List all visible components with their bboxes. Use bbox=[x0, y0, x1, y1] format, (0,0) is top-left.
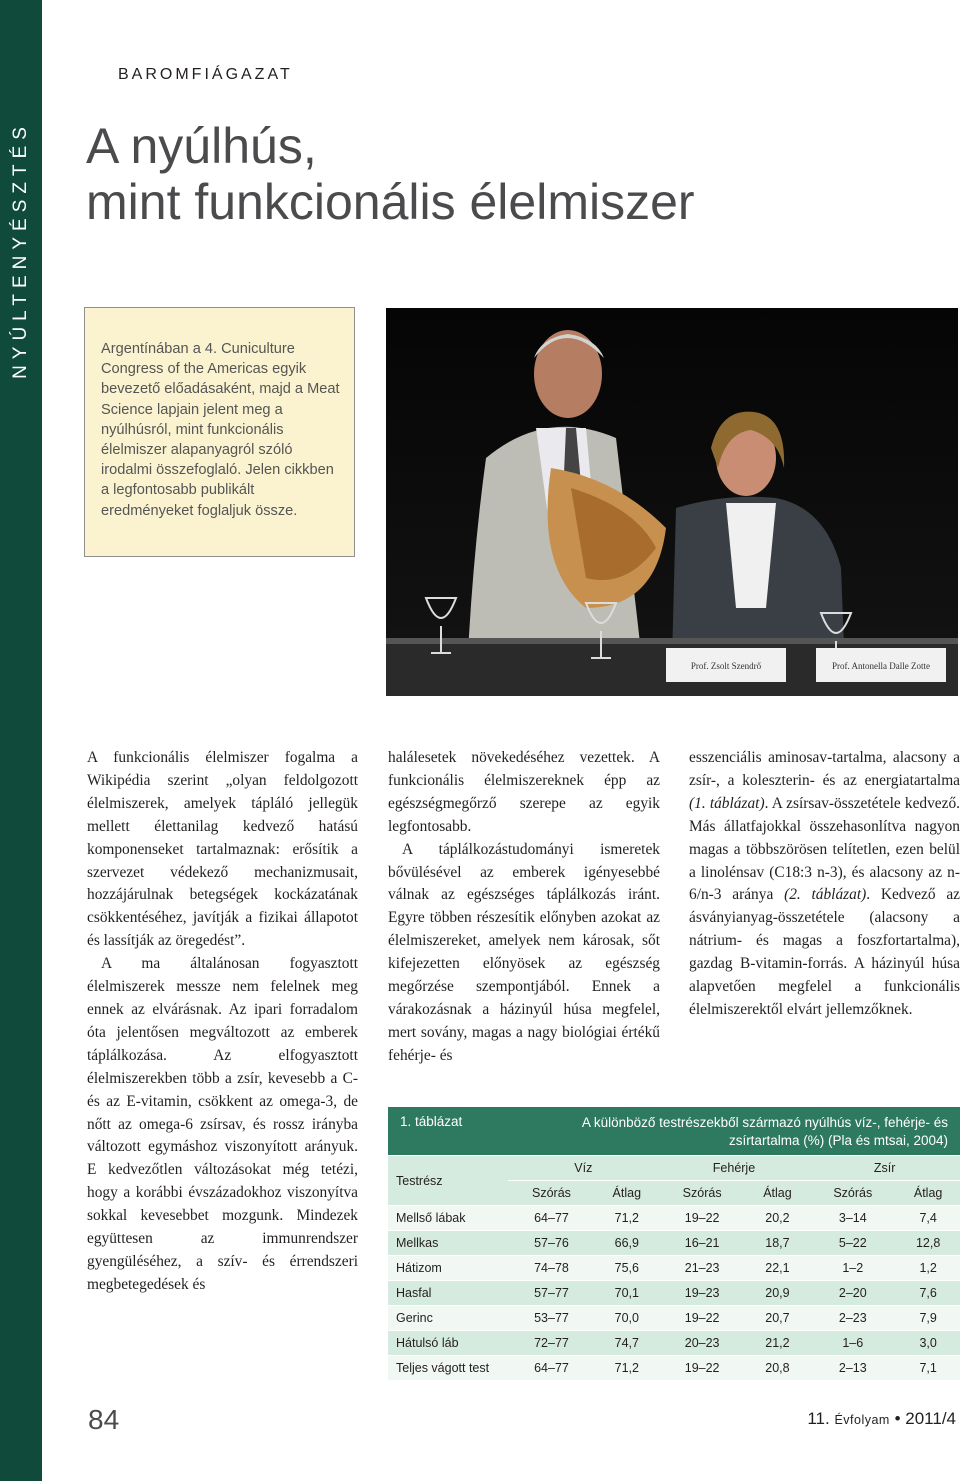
conference-photo bbox=[386, 308, 958, 696]
issue-footer bbox=[807, 1409, 956, 1429]
lead-text: Argentínában a 4. Cuniculture Congress of the Americas egyik bevezető előadásaként, majd a Meat Science lapjain jelent meg a nyúlhúsról, mint funkcionális élelmiszer alapanyagról szóló irodalmi összefoglaló. Jelen cikkben a legfontosabb publikált eredményeket foglaljuk össze. bbox=[101, 341, 340, 519]
table-subheader: Átlag bbox=[896, 1181, 960, 1206]
table-cell: 64–77 bbox=[508, 1356, 595, 1381]
table-label: 1. táblázat bbox=[400, 1114, 463, 1129]
table-reference: (1. táblázat) bbox=[689, 794, 765, 812]
body-column-1 bbox=[87, 747, 358, 1297]
sidebar-label: NYÚLTENYÉSZTÉS bbox=[10, 121, 31, 379]
table-row bbox=[388, 1231, 960, 1256]
table-group-header: Víz bbox=[508, 1156, 659, 1181]
issue-number: 2011/4 bbox=[905, 1409, 956, 1428]
table-cell: 19–22 bbox=[659, 1356, 746, 1381]
table-cell: 1–2 bbox=[809, 1256, 896, 1281]
table-cell: 57–76 bbox=[508, 1231, 595, 1256]
table-grid bbox=[388, 1155, 960, 1380]
table-subheader: Szórás bbox=[809, 1181, 896, 1206]
table-row-label: Teljes vágott test bbox=[388, 1356, 508, 1381]
table-cell: 72–77 bbox=[508, 1331, 595, 1356]
table-cell: 2–20 bbox=[809, 1281, 896, 1306]
table-cell: 5–22 bbox=[809, 1231, 896, 1256]
table-cell: 20,2 bbox=[746, 1206, 810, 1231]
table-cell: 19–23 bbox=[659, 1281, 746, 1306]
lead-box bbox=[84, 307, 355, 557]
body-paragraph-continued: halálesetek növekedéséhez vezettek. A funkcionális élelmiszereknek épp az egészségmegőrző szerepe az egyik legfontosabb. bbox=[388, 749, 660, 835]
table-cell: 7,4 bbox=[896, 1206, 960, 1231]
table-row-label: Hasfal bbox=[388, 1281, 508, 1306]
table-cell: 7,6 bbox=[896, 1281, 960, 1306]
table-row-label: Mellső lábak bbox=[388, 1206, 508, 1231]
section-label: BAROMFIÁGAZAT bbox=[118, 66, 293, 83]
table-cell: 53–77 bbox=[508, 1306, 595, 1331]
table-cell: 7,9 bbox=[896, 1306, 960, 1331]
table-cell: 1–6 bbox=[809, 1331, 896, 1356]
table-row bbox=[388, 1306, 960, 1331]
table-cell: 75,6 bbox=[595, 1256, 659, 1281]
table-cell: 3,0 bbox=[896, 1331, 960, 1356]
table-cell: 57–77 bbox=[508, 1281, 595, 1306]
title-line-1: A nyúlhús, bbox=[86, 118, 317, 174]
table-header-bar bbox=[388, 1107, 960, 1155]
body-paragraph: A ma általánosan fogyasztott élelmiszerek messze nem felelnek meg ennek az elvárásnak. Az ipari forradalom óta jelentősen megváltozott az emberek táplálkozása. Az elfogyasztott élelmiszerekben több a zsír, kevesebb a C- és az E-vitamin, csökkent az omega-3, de nőtt az omega-6 zsírsav, és rossz irányba változott egymáshoz viszonyított arányuk. E kedvezőtlen változásokat még tetézi, hogy a korábbi évszázadokhoz viszonyítva sokkal kevesebbet mozgunk. Mindezek együttesen az immunrendszer gyengüléséhez, a szív- és érrendszeri megbetegedések és bbox=[87, 955, 358, 1293]
placard-left-text: Prof. Zsolt Szendrő bbox=[690, 661, 762, 671]
title-line-2: mint funkcionális élelmiszer bbox=[86, 174, 695, 230]
table-cell: 16–21 bbox=[659, 1231, 746, 1256]
table-cell: 19–22 bbox=[659, 1306, 746, 1331]
table-row-label: Hátizom bbox=[388, 1256, 508, 1281]
table-row bbox=[388, 1256, 960, 1281]
table-row bbox=[388, 1356, 960, 1381]
table-cell: 20,9 bbox=[746, 1281, 810, 1306]
table-group-header: Fehérje bbox=[659, 1156, 810, 1181]
data-table bbox=[388, 1107, 960, 1380]
table-cell: 71,2 bbox=[595, 1206, 659, 1231]
table-cell: 74–78 bbox=[508, 1256, 595, 1281]
body-text: esszenciális aminosav-tartalma, alacsony a zsír-, a koleszterin- és az energiatartalma bbox=[689, 749, 960, 789]
table-body bbox=[388, 1206, 960, 1381]
table-row-header: Testrész bbox=[388, 1156, 508, 1206]
table-cell: 66,9 bbox=[595, 1231, 659, 1256]
table-cell: 1,2 bbox=[896, 1256, 960, 1281]
body-column-3 bbox=[689, 747, 960, 1022]
body-text: . Kedvező az ásványianyag-összetétele (alacsony a nátrium- és magas a foszfortartalma), gazdag B-vitamin-forrás. A házinyúl húsa alapvetően megfelel a funkcionális élelmiszerektől elvárt jellemzőknek. bbox=[689, 886, 960, 1018]
table-subheader: Átlag bbox=[746, 1181, 810, 1206]
table-row bbox=[388, 1206, 960, 1231]
table-cell: 21–23 bbox=[659, 1256, 746, 1281]
body-paragraph-continued bbox=[689, 747, 960, 1022]
footer-bullet: • bbox=[894, 1409, 901, 1428]
table-cell: 3–14 bbox=[809, 1206, 896, 1231]
table-cell: 2–13 bbox=[809, 1356, 896, 1381]
table-subheader: Átlag bbox=[595, 1181, 659, 1206]
table-cell: 18,7 bbox=[746, 1231, 810, 1256]
table-row-label: Hátulsó láb bbox=[388, 1331, 508, 1356]
table-cell: 64–77 bbox=[508, 1206, 595, 1231]
body-column-2 bbox=[388, 747, 660, 1068]
table-cell: 20–23 bbox=[659, 1331, 746, 1356]
table-cell: 70,1 bbox=[595, 1281, 659, 1306]
table-row bbox=[388, 1331, 960, 1356]
body-paragraph: A funkcionális élelmiszer fogalma a Wikipédia szerint „olyan feldolgozott élelmiszerek, amelyek tápláló jellegük mellett élettanilag kedvező hatású komponenseket tartalmaznak: erősítik a szervezet védekező mechanizmusait, hozzájárulnak betegségek kockázatának csökkentéséhez, javítják a fizikai állapotot és lassítják az öregedést”. bbox=[87, 749, 358, 950]
table-reference: (2. táblázat) bbox=[784, 886, 867, 904]
placard-right-text: Prof. Antonella Dalle Zotte bbox=[832, 661, 930, 671]
volume-word: Évfolyam bbox=[834, 1413, 890, 1427]
table-group-header: Zsír bbox=[809, 1156, 960, 1181]
article-title bbox=[86, 118, 806, 230]
table-cell: 7,1 bbox=[896, 1356, 960, 1381]
table-cell: 70,0 bbox=[595, 1306, 659, 1331]
page-number: 84 bbox=[88, 1404, 120, 1435]
table-subheader: Szórás bbox=[508, 1181, 595, 1206]
table-caption: A különböző testrészekből származó nyúlhús víz-, fehérje- és zsírtartalma (%) (Pla és mtsai, 2004) bbox=[581, 1115, 948, 1148]
table-cell: 2–23 bbox=[809, 1306, 896, 1331]
table-row-label: Gerinc bbox=[388, 1306, 508, 1331]
body-text: . A zsírsav-összetétele kedvező. Más állatfajokkal összehasonlítva nagyon magas a többszörösen telítetlen, ezen belül a linolénsav (C18:3 n-3), és alacsony az n-6/n-3 aránya bbox=[689, 794, 960, 904]
volume-number: 11. bbox=[807, 1409, 830, 1428]
table-cell: 19–22 bbox=[659, 1206, 746, 1231]
table-cell: 71,2 bbox=[595, 1356, 659, 1381]
table-row-label: Mellkas bbox=[388, 1231, 508, 1256]
table-row bbox=[388, 1281, 960, 1306]
body-paragraph: A táplálkozástudományi ismeretek bővülésével az emberek igényesebbé válnak az egészséges táplálkozás iránt. Egyre többen részesítik előnyben azokat az élelmiszereket, amelyek nem károsak, sőt kifejezetten előnyösek az egészség megőrzése szempontjából. Ennek a várakozásnak a házinyúl húsa megfelel, mert sovány, magas a nagy biológiai értékű fehérje- és bbox=[388, 840, 660, 1064]
table-cell: 74,7 bbox=[595, 1331, 659, 1356]
table-cell: 12,8 bbox=[896, 1231, 960, 1256]
table-cell: 22,1 bbox=[746, 1256, 810, 1281]
table-cell: 20,8 bbox=[746, 1356, 810, 1381]
sidebar-band bbox=[0, 0, 42, 1481]
table-cell: 20,7 bbox=[746, 1306, 810, 1331]
table-cell: 21,2 bbox=[746, 1331, 810, 1356]
table-subheader: Szórás bbox=[659, 1181, 746, 1206]
